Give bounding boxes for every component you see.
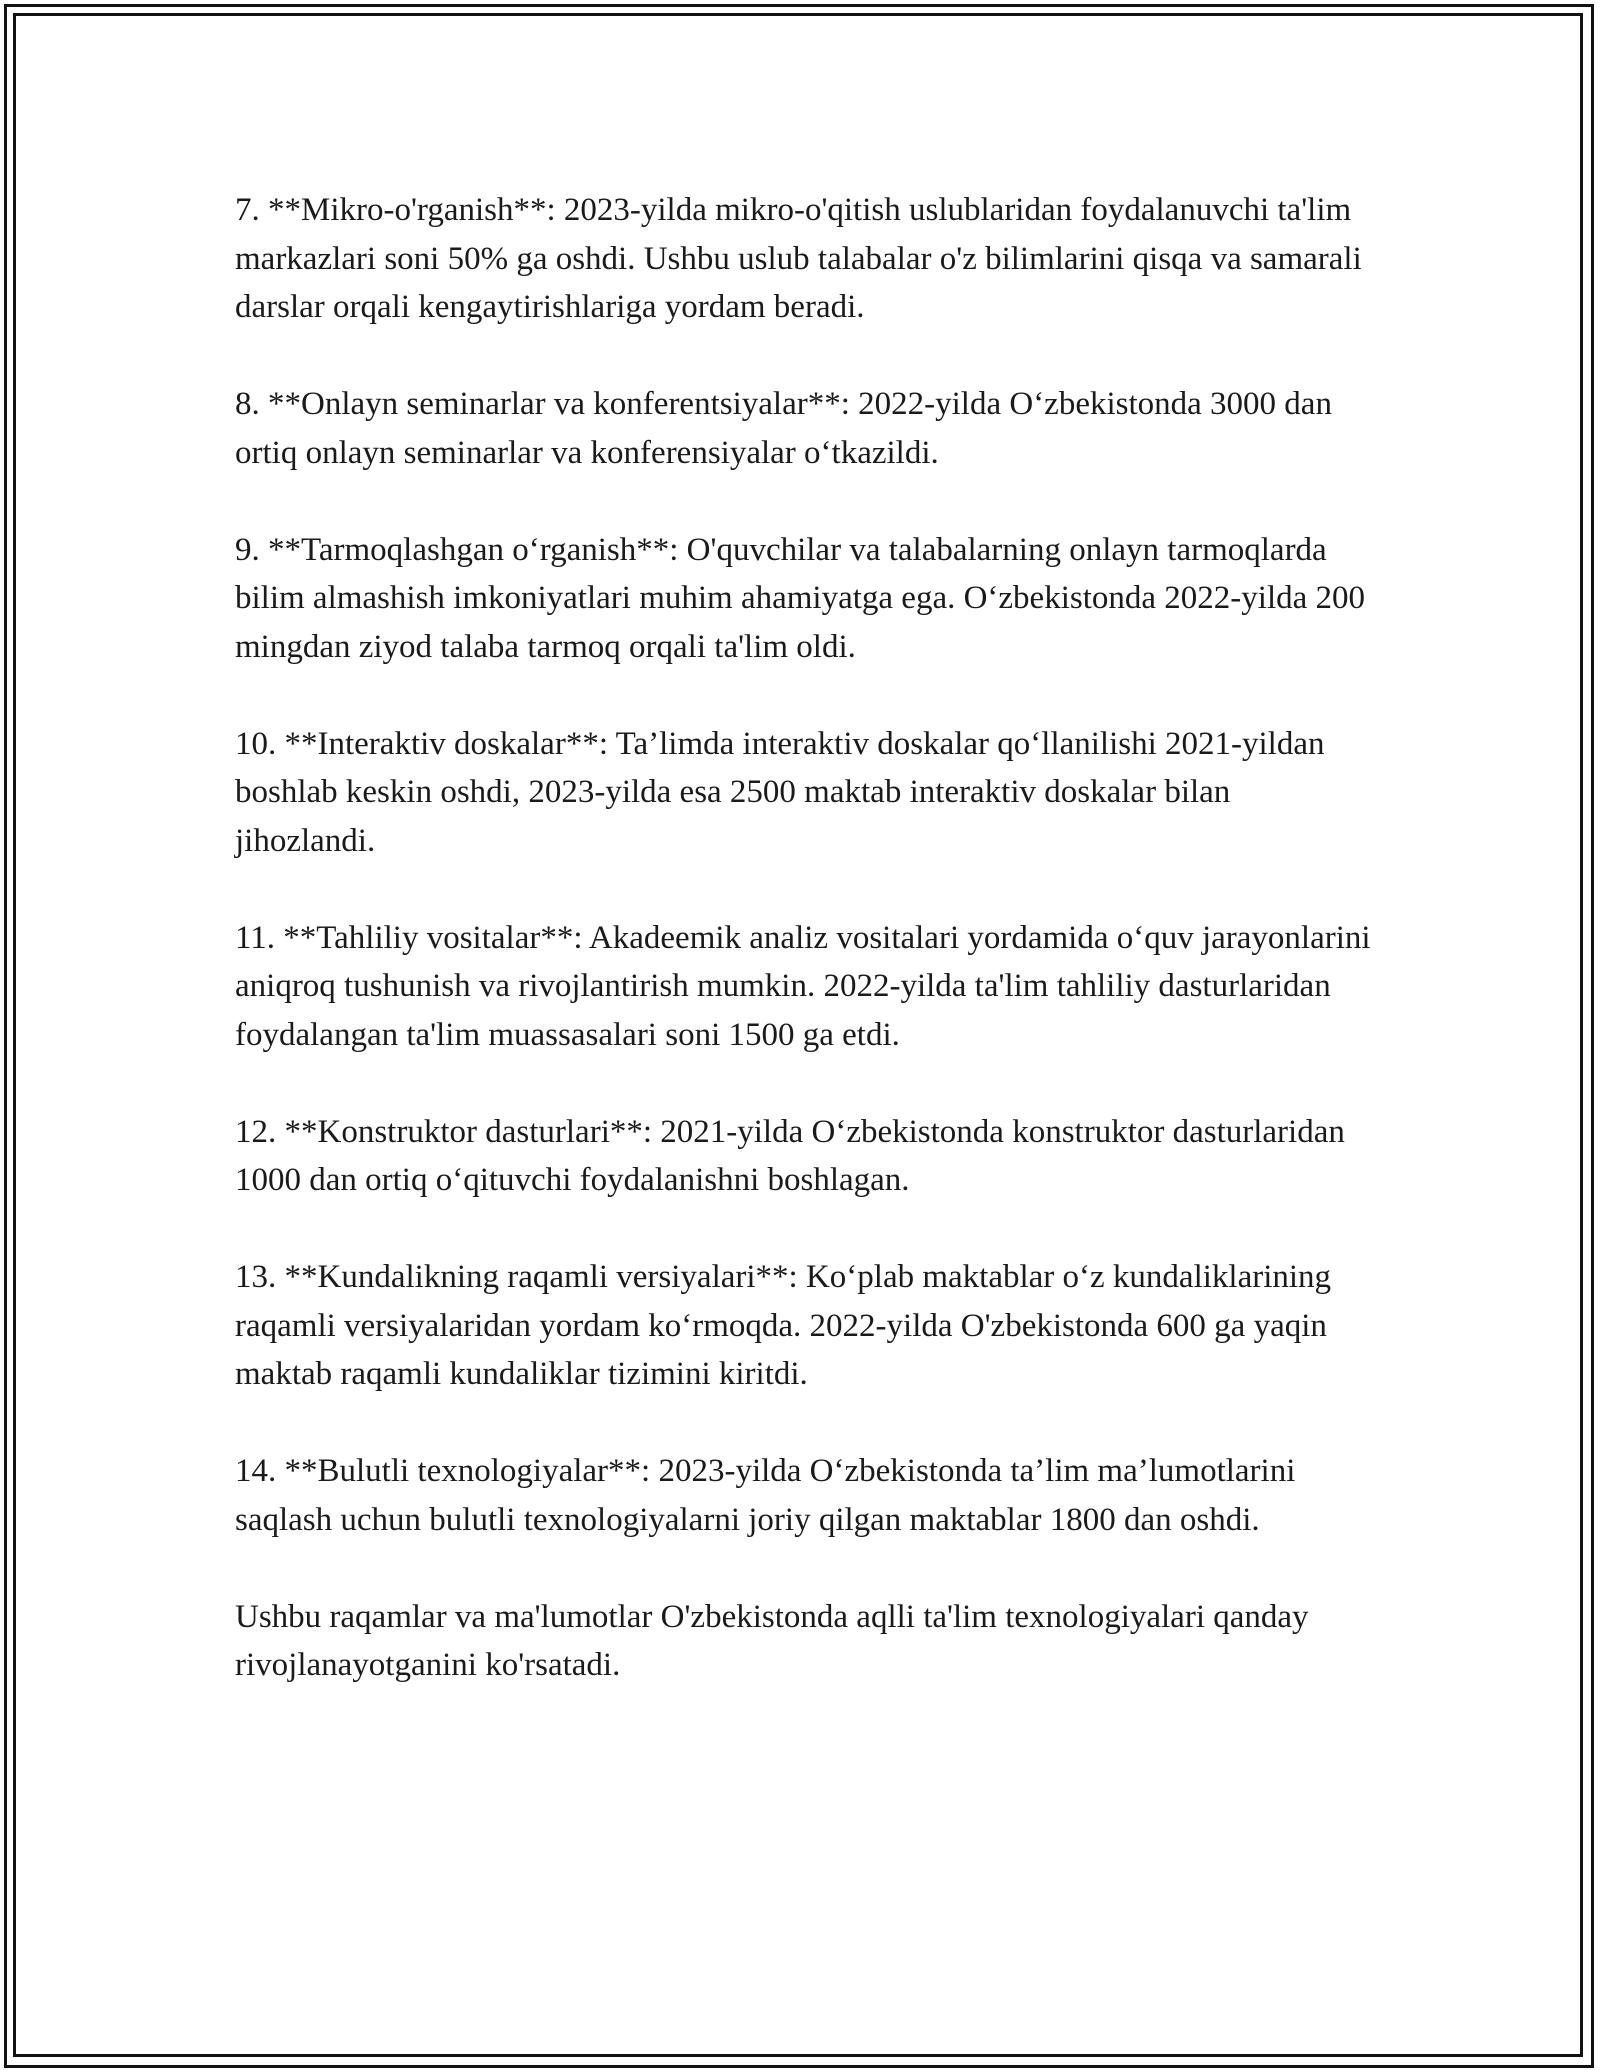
paragraph-item-13: 13. **Kundalikning raqamli versiyalari**: Ko‘plab maktablar o‘z kundaliklarining raqamli versiyalaridan yordam ko‘rmoqda. 2022-yilda O'zbekistonda 600 ga yaqin maktab raqamli kundaliklar tizimini kiritdi. <box>235 1259 1332 1392</box>
paragraph-item-12: 12. **Konstruktor dasturlari**: 2021-yilda O‘zbekistonda konstruktor dasturlaridan 1000 dan ortiq o‘qituvchi foydalanishni boshlagan. <box>235 1113 1345 1198</box>
paragraph-item-11: 11. **Tahliliy vositalar**: Akadeemik analiz vositalari yordamida o‘quv jarayonlarini aniqroq tushunish va rivojlantirish mumkin. 2022-yilda ta'lim tahliliy dasturlaridan foydalangan ta'lim muassasalari soni 1500 ga etdi. <box>235 919 1371 1053</box>
paragraph-item-14: 14. **Bulutli texnologiyalar**: 2023-yilda O‘zbekistonda ta’lim ma’lumotlarini saqlash uchun bulutli texnologiyalarni joriy qilgan maktablar 1800 dan oshdi. <box>235 1453 1296 1538</box>
paragraph-item-10: 10. **Interaktiv doskalar**: Ta’limda interaktiv doskalar qo‘llanilishi 2021-yildan boshlab keskin oshdi, 2023-yilda esa 2500 maktab interaktiv doskalar bilan jihozlandi. <box>235 725 1325 859</box>
conclusion-paragraph: Ushbu raqamlar va ma'lumotlar O'zbekistonda aqlli ta'lim texnologiyalari qanday rivojlanayotganini ko'rsatadi. <box>235 1598 1309 1683</box>
paragraph-item-9: 9. **Tarmoqlashgan o‘rganish**: O'quvchilar va talabalarning onlayn tarmoqlarda bilim almashish imkoniyatlari muhim ahamiyatga ega. O‘zbekistonda 2022-yilda 200 mingdan ziyod talaba tarmoq orqali ta'lim oldi. <box>235 531 1366 665</box>
document-body <box>235 186 1375 1690</box>
paragraph-item-8: 8. **Onlayn seminarlar va konferentsiyalar**: 2022-yilda O‘zbekistonda 3000 dan ortiq onlayn seminarlar va konferensiyalar o‘tkazildi. <box>235 386 1332 471</box>
paragraph-item-7: 7. **Mikro-o'rganish**: 2023-yilda mikro-o'qitish uslublaridan foydalanuvchi ta'lim markazlari soni 50% ga oshdi. Ushbu uslub talabalar o'z bilimlarini qisqa va samarali darslar orqali kengaytirishlariga yordam beradi. <box>235 192 1362 325</box>
